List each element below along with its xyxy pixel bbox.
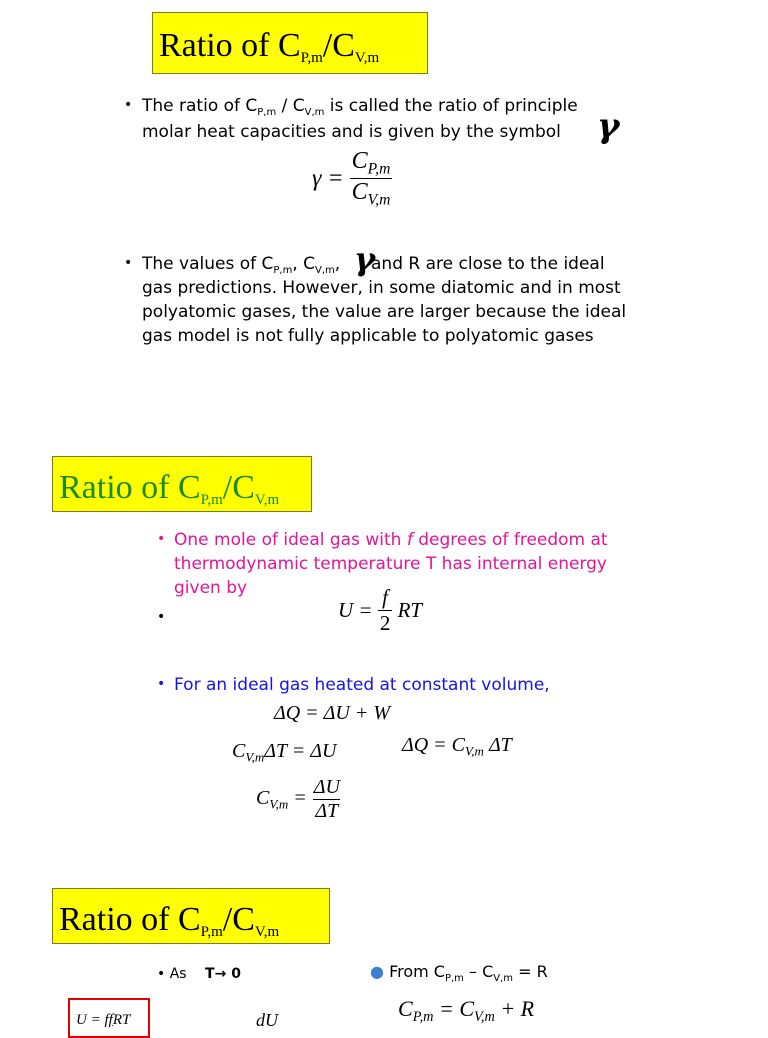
slide1-bullet2-line3: polyatomic gases, the value are larger because the ideal bbox=[142, 302, 627, 322]
s2-b1-text-a: One mole of ideal gas with bbox=[174, 530, 407, 550]
gamma-symbol-inline: γ bbox=[354, 240, 376, 278]
u-eq-num: f bbox=[382, 585, 389, 609]
cp-rhs: + R bbox=[494, 996, 535, 1021]
as-label: As bbox=[169, 966, 187, 982]
dq-cv-equation bbox=[402, 734, 512, 760]
from-text-b: – C bbox=[463, 962, 494, 981]
as-arrow-text: T→ 0 bbox=[205, 966, 241, 982]
slide2-bullet1-line1 bbox=[174, 528, 608, 552]
from-text-c: = R bbox=[513, 962, 548, 981]
slide3-title-prefix: Ratio of C bbox=[59, 901, 201, 938]
cp-lhs: C bbox=[398, 996, 413, 1021]
boxed-equation-text bbox=[76, 1012, 130, 1029]
slide2-title-prefix: Ratio of C bbox=[59, 469, 201, 506]
bullet-dot: • bbox=[157, 531, 166, 547]
cvfrac-den: ΔT bbox=[315, 800, 339, 822]
gamma-eq-lhs: γ = bbox=[312, 165, 344, 192]
bullet-dot: • bbox=[124, 97, 133, 113]
slide1-title-prefix: Ratio of C bbox=[159, 27, 301, 64]
gamma-eq-den-sub: V,m bbox=[367, 191, 391, 209]
boxed-rt: RT bbox=[112, 1012, 131, 1028]
u-eq-fraction bbox=[378, 585, 393, 636]
bullet2-sub2: V,m bbox=[315, 265, 335, 276]
slide3-title-mid: /C bbox=[222, 901, 255, 938]
cvfrac-lhs: C bbox=[256, 786, 270, 809]
bullet-dot-empty: • bbox=[157, 609, 166, 625]
bullet1-text-a: The ratio of C bbox=[142, 96, 258, 116]
boxed-u: U = bbox=[76, 1012, 105, 1028]
gamma-equation bbox=[312, 148, 392, 210]
bullet-dot: • bbox=[157, 966, 170, 982]
bullet1-text-b: / C bbox=[276, 96, 305, 116]
bullet2-text-a: The values of C bbox=[142, 254, 274, 274]
from-bullet bbox=[370, 960, 548, 991]
s2-b1-f: f bbox=[406, 530, 413, 550]
u-eq-lhs: U = bbox=[338, 598, 373, 622]
bullet1-sub2: V,m bbox=[304, 107, 325, 118]
slide1-bullet1-line2: molar heat capacities and is given by the symbol bbox=[142, 122, 561, 142]
gamma-symbol: γ bbox=[597, 106, 620, 146]
as-bullet bbox=[157, 966, 241, 982]
gamma-eq-den: C bbox=[351, 179, 368, 206]
cvdt-rhs: ΔT = ΔU bbox=[264, 740, 337, 762]
u-eq-rhs: RT bbox=[397, 598, 423, 622]
gamma-eq-fraction bbox=[350, 148, 393, 210]
u-eq-den: 2 bbox=[379, 611, 391, 635]
bullet-dot: ● bbox=[370, 962, 384, 981]
slide2-title bbox=[52, 456, 312, 512]
cp-mid: = C bbox=[433, 996, 475, 1021]
bullet1-sub1: P,m bbox=[257, 107, 277, 118]
bullet-dot: • bbox=[157, 676, 166, 692]
cv-fraction-equation bbox=[256, 776, 342, 823]
slide2-title-sub1: P,m bbox=[200, 492, 223, 508]
slide1-title-sub1: P,m bbox=[300, 50, 323, 66]
cvfrac-num: ΔU bbox=[313, 776, 340, 798]
cp-sub2: V,m bbox=[474, 1009, 495, 1025]
s2-b1-text-b: degrees of freedom at bbox=[412, 530, 608, 550]
boxed-equation bbox=[68, 998, 150, 1038]
cvdt-lhs: C bbox=[232, 740, 246, 762]
slide1-title bbox=[152, 12, 428, 74]
boxed-f: ff bbox=[104, 1012, 113, 1028]
cvfrac-eq: = bbox=[288, 786, 307, 809]
slide1-bullet2-line4: gas model is not fully applicable to polyatomic gases bbox=[142, 326, 594, 346]
slide2-title-mid: /C bbox=[222, 469, 255, 506]
bullet2-sub1: P,m bbox=[273, 265, 293, 276]
slide1-bullet2-line1-end: and R are close to the ideal bbox=[371, 254, 605, 274]
gamma-eq-num: C bbox=[351, 148, 368, 174]
dq2-lhs: ΔQ = C bbox=[402, 734, 466, 756]
cp-equation bbox=[398, 996, 534, 1026]
cv-dt-equation bbox=[232, 740, 336, 766]
slide3-title-sub2: V,m bbox=[254, 924, 280, 940]
slide3-title bbox=[52, 888, 330, 944]
slide1-title-mid: /C bbox=[322, 27, 355, 64]
slide2-bullet3: For an ideal gas heated at constant volume, bbox=[174, 675, 550, 695]
slide1-bullet2-line2: gas predictions. However, in some diatomic and in most bbox=[142, 278, 621, 298]
bullet2-text-b: , C bbox=[292, 254, 316, 274]
du-fragment: dU bbox=[256, 1010, 278, 1030]
from-sub1: P,m bbox=[444, 973, 464, 984]
cvfrac-sub: V,m bbox=[269, 796, 289, 812]
dq2-rhs: ΔT bbox=[483, 734, 512, 756]
slide2-title-sub2: V,m bbox=[254, 492, 280, 508]
dq-equation: ΔQ = ΔU + W bbox=[274, 702, 391, 724]
bullet1-text-c: is called the ratio of principle bbox=[324, 96, 578, 116]
gamma-eq-num-sub: P,m bbox=[367, 160, 391, 178]
slide3-title-sub1: P,m bbox=[200, 924, 223, 940]
slide2-bullet1-line2: thermodynamic temperature T has internal energy bbox=[174, 554, 607, 574]
from-sub2: V,m bbox=[493, 973, 514, 984]
slide2-bullet1-line3: given by bbox=[174, 578, 248, 598]
bullet2-text-c: , bbox=[334, 254, 341, 274]
cvfrac-fraction bbox=[312, 776, 342, 823]
cp-sub1: P,m bbox=[412, 1009, 434, 1025]
dq2-sub: V,m bbox=[465, 743, 484, 759]
slide1-title-sub2: V,m bbox=[354, 50, 380, 66]
from-text-a: From C bbox=[389, 962, 445, 981]
internal-energy-equation bbox=[338, 585, 422, 636]
bullet-dot: • bbox=[124, 255, 133, 271]
cvdt-sub: V,m bbox=[245, 749, 265, 765]
